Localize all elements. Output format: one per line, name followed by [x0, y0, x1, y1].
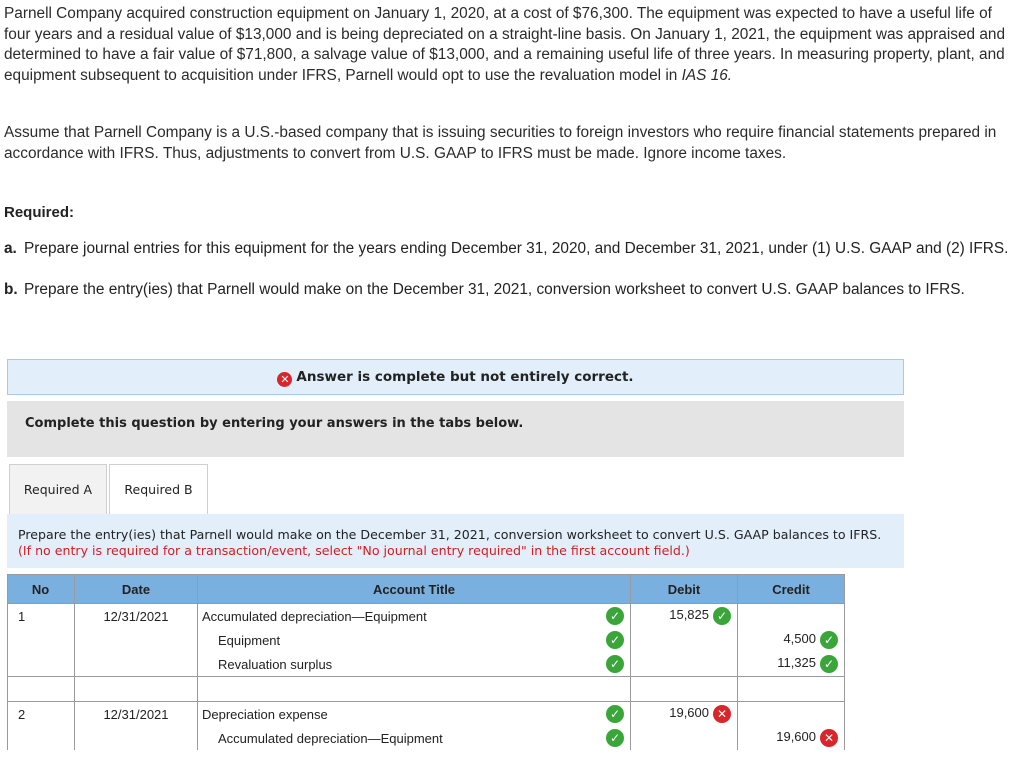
table-row	[8, 652, 845, 677]
credit-amount: 4,500	[783, 631, 816, 647]
debit-cell[interactable]	[631, 726, 738, 750]
check-icon: ✓	[820, 655, 838, 673]
credit-amount: 19,600	[776, 729, 816, 745]
requirement-b: b. Prepare the entry(ies) that Parnell would make on the December 31, 2021, conversion worksheet to convert U.S. GAAP balances to IFRS.	[4, 281, 965, 298]
check-icon: ✓	[606, 705, 624, 723]
account-cell[interactable]	[198, 652, 631, 677]
credit-cell[interactable]	[738, 628, 845, 652]
problem-paragraph-2: Assume that Parnell Company is a U.S.-based company that is issuing securities to foreign investors who require financial statements prepared in accordance with IFRS. Thus, adjustments to convert from U.S. GAAP to IFRS must be made. Ignore income taxes.	[4, 124, 997, 162]
debit-cell[interactable]	[631, 604, 738, 629]
entry-date	[75, 726, 198, 750]
header-date: Date	[75, 575, 198, 604]
instructions-note: (If no entry is required for a transaction/event, select "No journal entry required" in the first account field.)	[18, 543, 690, 558]
table-row	[8, 677, 845, 702]
account-title: Revaluation surplus	[218, 656, 333, 672]
debit-cell[interactable]	[631, 628, 738, 652]
tab-required-a[interactable]: Required A	[9, 464, 107, 514]
result-banner	[7, 359, 904, 395]
check-icon: ✓	[606, 607, 624, 625]
credit-amount: 11,325	[777, 655, 816, 671]
debit-cell[interactable]	[631, 652, 738, 677]
credit-cell[interactable]	[738, 652, 845, 677]
result-banner-text: Answer is complete but not entirely correct.	[296, 369, 634, 385]
tab-instructions	[7, 514, 904, 568]
table-row	[8, 604, 845, 629]
journal-entry-table	[7, 574, 845, 750]
check-icon: ✓	[713, 607, 731, 625]
header-no: No	[8, 575, 75, 604]
requirement-a: a. Prepare journal entries for this equipment for the years ending December 31, 2020, and December 31, 2021, under (1) U.S. GAAP and (2) IFRS.	[4, 240, 1009, 257]
table-row	[8, 702, 845, 727]
account-title: Equipment	[218, 632, 281, 648]
required-heading: Required:	[4, 204, 75, 221]
debit-amount: 15,825	[669, 607, 709, 623]
account-title: Depreciation expense	[202, 706, 328, 722]
table-header-row	[8, 575, 845, 604]
credit-cell[interactable]	[738, 604, 845, 629]
instructions-prompt: Complete this question by entering your answers in the tabs below.	[25, 416, 524, 431]
debit-amount: 19,600	[669, 705, 709, 721]
account-cell[interactable]	[198, 726, 631, 750]
x-circle-icon: ✕	[713, 705, 731, 723]
account-title: Accumulated depreciation—Equipment	[202, 608, 427, 624]
header-account-title: Account Title	[198, 575, 631, 604]
account-title: Accumulated depreciation—Equipment	[218, 730, 443, 746]
table-row	[8, 628, 845, 652]
credit-cell[interactable]	[738, 677, 845, 702]
header-credit: Credit	[738, 575, 845, 604]
account-cell[interactable]	[198, 604, 631, 629]
entry-no	[8, 652, 75, 677]
tab-required-b[interactable]: Required B	[109, 464, 208, 514]
debit-cell[interactable]	[631, 702, 738, 727]
problem-paragraph-1: Parnell Company acquired construction equipment on January 1, 2020, at a cost of $76,300. The equipment was expected to have a useful life of four years and a residual value of $13,000 and is being depreciated on a straight-line basis. On January 1, 2021, the equipment was appraised and determined to have a fair value of $71,800, a salvage value of $13,000, and a remaining useful life of three years. In measuring property, plant, and equipment subsequent to acquisition under IFRS, Parnell would opt to use the revaluation model in IAS 16.	[4, 5, 1006, 84]
check-icon: ✓	[820, 631, 838, 649]
account-cell[interactable]	[198, 702, 631, 727]
entry-no: 2	[8, 702, 75, 727]
entry-no	[8, 628, 75, 652]
entry-no: 1	[8, 604, 75, 629]
header-debit: Debit	[631, 575, 738, 604]
entry-date	[75, 628, 198, 652]
x-circle-icon: ✕	[277, 372, 292, 387]
entry-date	[75, 652, 198, 677]
instructions-panel	[7, 401, 904, 457]
x-circle-icon: ✕	[820, 729, 838, 747]
check-icon: ✓	[606, 631, 624, 649]
account-cell[interactable]	[198, 628, 631, 652]
instructions-main: Prepare the entry(ies) that Parnell would make on the December 31, 2021, conversion worksheet to convert U.S. GAAP balances to IFRS.	[18, 527, 882, 542]
credit-cell[interactable]	[738, 702, 845, 727]
debit-cell[interactable]	[631, 677, 738, 702]
entry-date: 12/31/2021	[75, 702, 198, 727]
account-cell[interactable]	[198, 677, 631, 702]
table-row	[8, 726, 845, 750]
check-icon: ✓	[606, 729, 624, 747]
entry-no	[8, 726, 75, 750]
check-icon: ✓	[606, 655, 624, 673]
entry-date: 12/31/2021	[75, 604, 198, 629]
credit-cell[interactable]	[738, 726, 845, 750]
